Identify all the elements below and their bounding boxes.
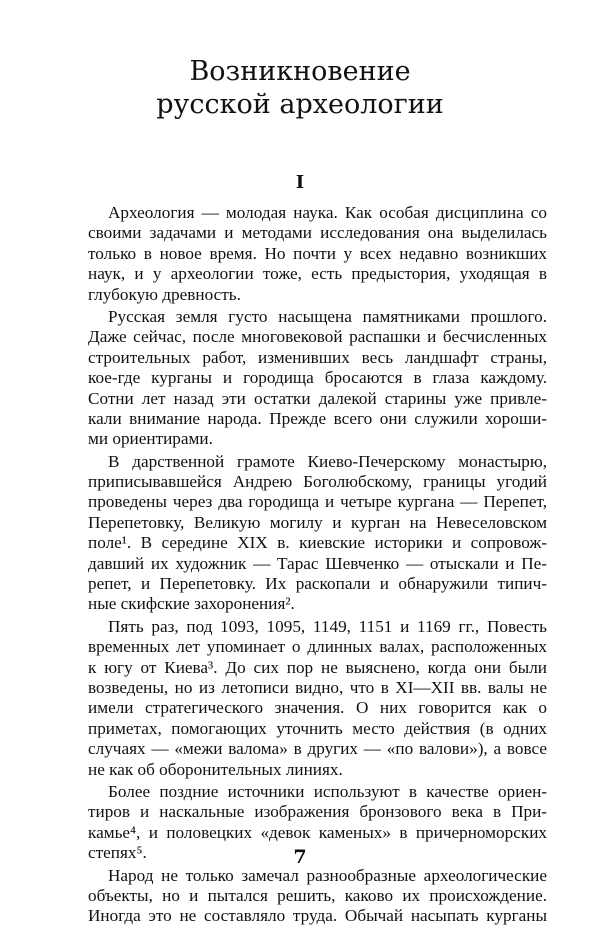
page-title — [0, 55, 600, 121]
text-line: к югу от Киева³. До сих пор не выяснено, когда они были — [88, 657, 547, 677]
text-line: наук, и у археологии тоже, есть предыстория, уходящая в — [88, 264, 547, 284]
text-line: давший их художник — Тарас Шевченко — отыскали и Пе- — [88, 553, 547, 573]
text-line: возведены, но из летописи видно, что в XI—XII вв. валы не — [88, 677, 547, 697]
paragraph — [88, 617, 547, 780]
text-line: камье⁴, и половецких «девок каменых» в причерноморских — [88, 822, 547, 842]
chapter-number: I — [295, 172, 305, 193]
text-line: кали внимание народа. Прежде всего они служили хороши- — [88, 408, 547, 428]
text-line: поле¹. В середине XIX в. киевские историки и сопровож- — [88, 533, 547, 553]
body-text — [88, 203, 547, 929]
paragraph — [88, 307, 547, 450]
text-line: не как об оборонительных линиях. — [88, 759, 343, 779]
text-line: приметах, помогающих уточнить место действия (в одних — [88, 718, 547, 738]
text-line: В дарственной грамоте Киево-Печерскому монастырю, — [108, 451, 547, 471]
text-line: степях⁵. — [88, 843, 147, 863]
text-line: репет, и Перепетовку. Их раскопали и обнаружили типич- — [88, 574, 547, 594]
text-line: случаях — «межи валома» в других — «по валови»), а вовсе — [88, 739, 547, 759]
text-line: Археология — молодая наука. Как особая дисциплина со — [108, 203, 547, 222]
text-line: проведены через два городища и четыре кургана — Перепет, — [88, 492, 547, 512]
text-line: Пять раз, под 1093, 1095, 1149, 1151 и 1169 гг., Повесть — [108, 616, 547, 636]
text-line: Народ не только замечал разнообразные археологические — [108, 865, 547, 885]
text-line: своими задачами и методами исследования она выделилась — [88, 223, 547, 243]
text-line: имели стратегического значения. О них говорится как о — [88, 698, 547, 718]
text-line: объекты, но и пытался решить, каково их происхождение. — [88, 885, 547, 905]
text-line: приписывавшейся Андрею Боголюбскому, границы угодий — [88, 472, 547, 492]
text-line: Сотни лет назад эти остатки далекой старины уже привле- — [88, 388, 547, 408]
paragraph — [88, 866, 547, 927]
text-line: Русская земля густо насыщена памятниками прошлого. — [108, 306, 547, 326]
text-line: только в новое время. Но почти у всех недавно возникших — [88, 243, 547, 263]
text-line: Перепетовку, Великую могилу и курган на Невеселовском — [88, 512, 547, 532]
text-line: ми ориентирами. — [88, 429, 213, 449]
title-line-1: Возникновение — [189, 56, 411, 87]
text-line: Иногда это не составляло труда. Обычай насыпать курганы — [88, 906, 547, 926]
title-line-2: русской археологии — [156, 89, 444, 120]
text-line: Более поздние источники используют в качестве ориен- — [108, 781, 547, 801]
paragraph — [88, 203, 547, 305]
text-line: ные скифские захоронения². — [88, 594, 295, 614]
paragraph — [88, 452, 547, 615]
page-number: 7 — [293, 846, 307, 868]
text-line: строительных работ, изменивших весь ландшафт страны, — [88, 347, 547, 367]
text-line: временных лет упоминает о длинных валах, расположенных — [88, 637, 547, 657]
text-line: тиров и наскальные изображения бронзового века в При- — [88, 802, 547, 822]
text-line: Даже сейчас, после многовековой распашки и бесчисленных — [88, 327, 547, 347]
text-line: глубокую древность. — [88, 284, 241, 304]
text-line: кое-где курганы и городища бросаются в глаза каждому. — [88, 368, 547, 388]
